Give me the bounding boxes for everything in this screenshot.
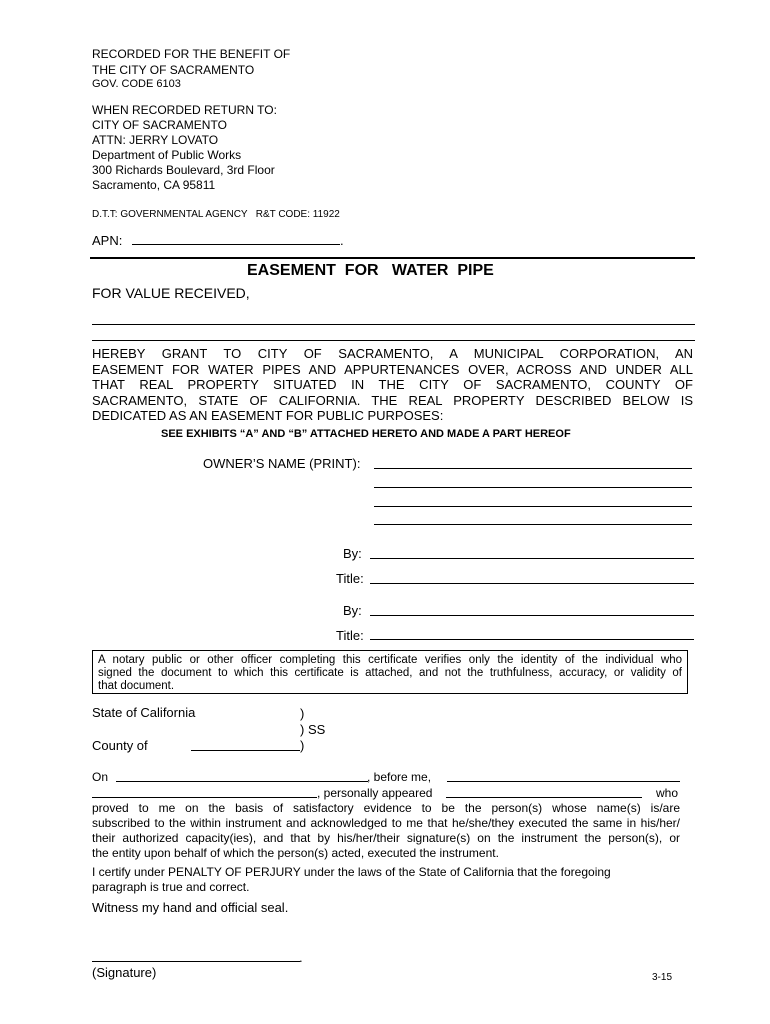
notary-signature-field[interactable]: [92, 961, 300, 962]
return-to-line: CITY OF SACRAMENTO: [92, 118, 227, 132]
gov-code: GOV. CODE 6103: [92, 78, 181, 90]
notary-notice-box: [92, 650, 688, 694]
signature-period: .: [299, 950, 303, 965]
return-to-line: 300 Richards Boulevard, 3rd Floor: [92, 163, 275, 177]
notary-notice-line: A notary public or other officer completing this certificate verifies only the identity of the individual who: [98, 654, 682, 666]
ack-on: On: [92, 770, 109, 784]
apn-field[interactable]: [132, 244, 340, 245]
dtt-code: D.T.T: GOVERNMENTAL AGENCY R&T CODE: 11922: [92, 209, 340, 220]
perjury-line: paragraph is true and correct.: [92, 880, 250, 894]
ack-officer-field-2[interactable]: [92, 797, 317, 798]
by-field-1[interactable]: [370, 558, 694, 559]
perjury-line: I certify under PENALTY OF PERJURY under the laws of the State of California that the foregoing: [92, 865, 611, 879]
ack-person-field[interactable]: [446, 797, 642, 798]
by-label-2: By:: [343, 603, 362, 618]
recorded-benefit-line2: THE CITY OF SACRAMENTO: [92, 63, 255, 77]
ack-body-line: their authorized capacity(ies), and that by his/her/their signature(s) on the instrument the person(s), or: [92, 831, 680, 845]
owners-name-field-1[interactable]: [374, 468, 692, 469]
venue-county: County of: [92, 738, 148, 753]
ack-body: [92, 801, 680, 861]
apn-period: .: [340, 233, 344, 248]
witness-statement: Witness my hand and official seal.: [92, 900, 289, 915]
for-value-received: FOR VALUE RECEIVED,: [92, 285, 250, 301]
venue-state: State of California: [92, 705, 196, 720]
by-label-1: By:: [343, 546, 362, 561]
title-label-2: Title:: [336, 628, 364, 643]
by-field-2[interactable]: [370, 615, 694, 616]
owners-name-field-4[interactable]: [374, 524, 692, 525]
ack-body-line: proved to me on the basis of satisfactory evidence to be the person(s) whose name(s) is/are: [92, 801, 680, 815]
recorded-benefit-line1: RECORDED FOR THE BENEFIT OF: [92, 47, 291, 61]
return-to-heading: WHEN RECORDED RETURN TO:: [92, 103, 277, 117]
notary-notice-line: that document.: [98, 680, 175, 692]
notary-notice-line: signed the document to which this certificate is attached, and not the truthfulness, accuracy, or validity of: [98, 667, 682, 679]
grant-line: SACRAMENTO, STATE OF CALIFORNIA. THE REAL PROPERTY DESCRIBED BELOW IS: [92, 392, 693, 408]
venue-ss: ) SS: [300, 722, 326, 737]
signature-label: (Signature): [92, 965, 157, 980]
title-field-1[interactable]: [370, 583, 694, 584]
county-field[interactable]: [191, 750, 300, 751]
form-number: 3-15: [652, 972, 673, 983]
ack-body-line: the entity upon behalf of which the person(s) acted, executed the instrument.: [92, 846, 499, 860]
venue-paren-1: ): [300, 706, 305, 721]
grant-line: HEREBY GRANT TO CITY OF SACRAMENTO, A MUNICIPAL CORPORATION, AN: [92, 346, 693, 361]
owners-name-label: OWNER’S NAME (PRINT):: [203, 456, 361, 471]
ack-body-line: subscribed to the within instrument and acknowledged to me that he/she/they executed the same in his/her/: [92, 816, 680, 830]
owners-name-field-3[interactable]: [374, 506, 692, 507]
return-to-line: Department of Public Works: [92, 148, 242, 162]
document-title: EASEMENT FOR WATER PIPE: [247, 262, 494, 279]
grantor-line-2[interactable]: [92, 340, 695, 341]
grant-line: EASEMENT FOR WATER PIPES AND APPURTENANCES OVER, ACROSS AND UNDER ALL: [92, 361, 693, 377]
venue-paren-3: ): [300, 738, 305, 753]
title-label-1: Title:: [336, 571, 364, 586]
apn-label: APN:: [92, 233, 123, 248]
ack-before-me: , before me,: [367, 770, 432, 784]
return-to-line: ATTN: JERRY LOVATO: [92, 133, 219, 147]
title-rule: [90, 257, 695, 259]
ack-who: who: [656, 786, 679, 800]
grantor-line-1[interactable]: [92, 324, 695, 325]
title-field-2[interactable]: [370, 639, 694, 640]
grant-line: DEDICATED AS AN EASEMENT FOR PUBLIC PURPOSES:: [92, 408, 444, 423]
grant-line: THAT REAL PROPERTY SITUATED IN THE CITY OF SACRAMENTO, COUNTY OF: [92, 377, 693, 392]
ack-personally-appeared: , personally appeared: [317, 786, 433, 800]
ack-officer-field[interactable]: [447, 781, 680, 782]
ack-date-field[interactable]: [116, 781, 368, 782]
owners-name-field-2[interactable]: [374, 487, 692, 488]
grant-paragraph: [92, 346, 693, 424]
exhibits-note: SEE EXHIBITS “A” AND “B” ATTACHED HERETO AND MADE A PART HEREOF: [161, 428, 571, 440]
return-to-line: Sacramento, CA 95811: [92, 178, 216, 192]
